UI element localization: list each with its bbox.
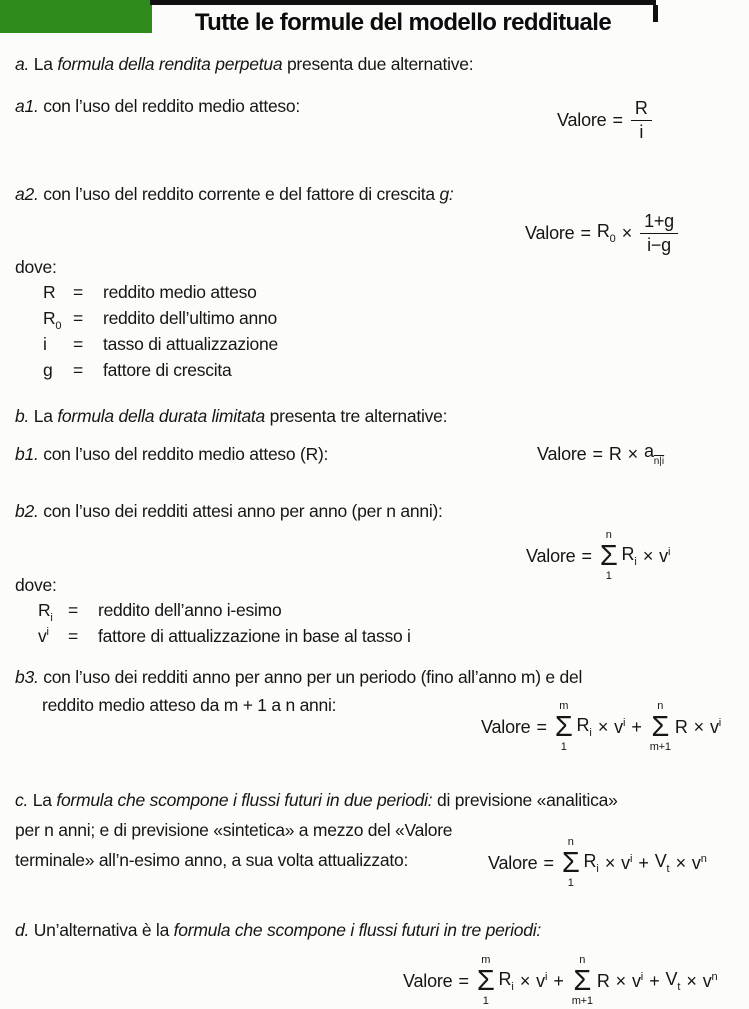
summation: n Σ m+1 xyxy=(649,700,671,753)
fraction: $\frac{R}{i}$ xyxy=(631,99,652,142)
def-row: R = reddito medio atteso xyxy=(43,282,257,302)
formula-b2: Valore = n Σ 1 $R_i$ × $v^i$ xyxy=(526,529,671,582)
green-accent-bar xyxy=(0,0,152,33)
para-a2: a2. con l’uso del reddito corrente e del fattore di crescita g: xyxy=(15,184,454,204)
def-row: g = fattore di crescita xyxy=(43,360,232,380)
dove-label-a: dove: xyxy=(15,257,57,277)
formula-a1: Valore = $\frac{R}{i}$ xyxy=(556,99,655,142)
formula-c: Valore = n Σ 1 $R_i$ × $v^i$ + $V_t$ × $v^n$ xyxy=(488,836,707,889)
formula-b3: Valore = m Σ 1 $R_i$ × $v^i$ + n Σ m+1 R × $v^i$ xyxy=(481,700,722,753)
page-title: Tutte le formule del modello reddituale xyxy=(194,9,612,36)
def-row: $R_i$ = reddito dell’anno i-esimo xyxy=(38,600,282,624)
formula-a2: Valore = $R_0$ × $\frac{1+g}{i-g}$ xyxy=(524,212,681,255)
para-d: d. Un’alternativa è la formula che scompone i flussi futuri in tre periodi: xyxy=(15,920,541,940)
sigma-glyph: Σ xyxy=(561,847,580,879)
para-b3-line1: b3. con l’uso dei redditi anno per anno per un periodo (fino all’anno m) e del xyxy=(15,667,583,687)
def-row: i = tasso di attualizzazione xyxy=(43,334,278,354)
para-b2: b2. con l’uso dei redditi attesi anno per anno (per n anni): xyxy=(15,501,443,521)
summation: n Σ 1 xyxy=(599,529,618,582)
definition-list-a xyxy=(43,282,278,386)
summation: m Σ 1 xyxy=(476,954,495,1007)
sigma-glyph: Σ xyxy=(476,965,495,997)
summation: n Σ m+1 xyxy=(571,954,593,1007)
sigma-glyph: Σ xyxy=(651,711,670,743)
para-a: a. La formula della rendita perpetua presenta due alternative: xyxy=(15,54,474,74)
para-b3-line2: reddito medio atteso da m + 1 a n anni: xyxy=(42,695,337,715)
title-bar xyxy=(150,0,656,37)
para-c-line3: terminale» all’n-esimo anno, a sua volta attualizzato: xyxy=(15,850,409,870)
para-b: b. La formula della durata limitata presenta tre alternative: xyxy=(15,406,448,426)
def-row: $v^i$ = fattore di attualizzazione in base al tasso i xyxy=(38,626,411,646)
formula-d: Valore = m Σ 1 $R_i$ × $v^i$ + n Σ m+1 R × $v^i$ + $V_t$ × $v^n$ xyxy=(403,954,718,1007)
sigma-glyph: Σ xyxy=(573,965,592,997)
summation: m Σ 1 xyxy=(554,700,573,753)
para-c-line1: c. La formula che scompone i flussi futuri in due periodi: di previsione «analitica» xyxy=(15,790,618,810)
formula-b1: Valore = R × $a_{n|i}$ xyxy=(537,441,665,467)
definition-list-b xyxy=(38,600,411,652)
title-rule-end xyxy=(653,5,658,22)
dove-label-b: dove: xyxy=(15,575,57,595)
sigma-glyph: Σ xyxy=(599,540,618,572)
def-row: $R_0$ = reddito dell’ultimo anno xyxy=(43,308,277,332)
para-c-line2: per n anni; e di previsione «sintetica» a mezzo del «Valore xyxy=(15,820,453,840)
para-a1: a1. con l’uso del reddito medio atteso: xyxy=(15,96,301,116)
summation: n Σ 1 xyxy=(561,836,580,889)
fraction: $\frac{1+g}{i-g}$ xyxy=(640,212,678,255)
sigma-glyph: Σ xyxy=(554,711,573,743)
para-b1: b1. con l’uso del reddito medio atteso (R): xyxy=(15,444,329,464)
